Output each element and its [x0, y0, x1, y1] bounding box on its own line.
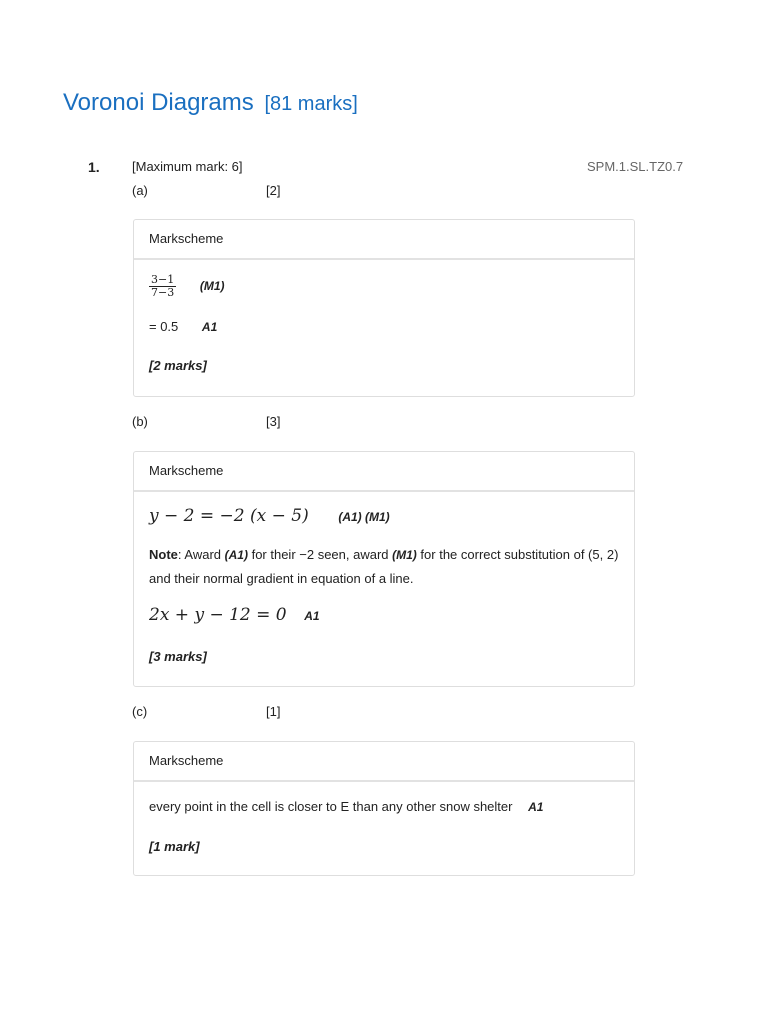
result-value: = 0.5 — [149, 319, 179, 334]
markscheme-box-c — [133, 741, 635, 876]
equation: y − 2 = −2 (x − 5) — [149, 506, 309, 526]
answer-text: every point in the cell is closer to E than any other snow shelter — [149, 799, 513, 814]
mark-tag: A1 — [304, 609, 320, 623]
fraction-line — [149, 274, 225, 299]
mark-tag: (A1) (M1) — [338, 510, 390, 524]
markscheme-header[interactable]: Markscheme — [134, 742, 634, 782]
mark-tag: A1 — [528, 800, 544, 814]
page-title — [63, 89, 358, 117]
equation-line-1 — [149, 506, 390, 526]
markscheme-box-a — [133, 219, 635, 397]
markscheme-header[interactable]: Markscheme — [134, 452, 634, 492]
part-b-marks: [3] — [266, 414, 281, 429]
question-code: SPM.1.SL.TZ0.7 — [587, 159, 684, 174]
total-marks: [3 marks] — [149, 649, 207, 664]
equation-line-2 — [149, 605, 320, 625]
question-number: 1. — [88, 159, 100, 175]
fraction-denominator: 7−3 — [151, 286, 175, 299]
part-c-label: (c) — [132, 704, 148, 719]
answer-line — [149, 799, 543, 814]
note-tag: (A1) — [224, 548, 248, 562]
title-text: Voronoi Diagrams — [63, 89, 254, 116]
fraction — [149, 274, 176, 299]
maximum-mark: [Maximum mark: 6] — [132, 159, 243, 174]
mark-tag: A1 — [201, 320, 218, 334]
part-b-label: (b) — [132, 414, 148, 429]
markscheme-box-b — [133, 451, 635, 687]
markscheme-header[interactable]: Markscheme — [134, 220, 634, 260]
note-part: : Award — [177, 547, 225, 562]
total-marks: [2 marks] — [149, 358, 207, 373]
equation: 2x + y − 12 = 0 — [149, 605, 287, 625]
result-line — [149, 319, 217, 334]
note-text — [149, 543, 624, 591]
total-marks: [1 mark] — [149, 839, 200, 854]
part-a-marks: [2] — [266, 183, 281, 198]
note-part: for the correct substitution of (5, 2) and their normal gradient in equation of a line. — [149, 547, 619, 586]
note-part: for their −2 seen, award — [247, 547, 393, 562]
title-marks: [81 marks] — [264, 93, 358, 115]
part-a-label: (a) — [132, 183, 148, 198]
fraction-numerator: 3−1 — [151, 273, 175, 286]
part-c-marks: [1] — [266, 704, 281, 719]
mark-tag: (M1) — [199, 278, 225, 293]
note-tag: (M1) — [392, 548, 417, 562]
note-label: Note — [149, 547, 178, 562]
